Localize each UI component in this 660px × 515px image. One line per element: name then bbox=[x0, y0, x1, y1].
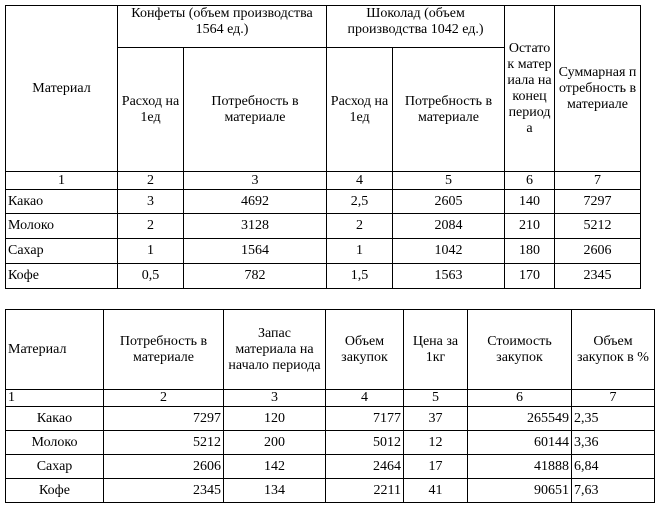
material-name: Молоко bbox=[6, 431, 104, 455]
header-chocolate-rate: Расход на 1ед bbox=[327, 48, 393, 172]
col-number: 1 bbox=[6, 172, 118, 190]
col-number: 1 bbox=[6, 390, 104, 407]
cell: 142 bbox=[224, 455, 326, 479]
header-chocolate-group: Шоколад (объем производства 1042 ед.) bbox=[327, 6, 505, 48]
material-name: Какао bbox=[6, 190, 118, 214]
header-purchase-volume: Объем закупок bbox=[326, 310, 404, 390]
material-need-table bbox=[5, 5, 641, 289]
col-number: 6 bbox=[505, 172, 555, 190]
header-price: Цена за 1кг bbox=[404, 310, 468, 390]
table-row bbox=[6, 214, 641, 239]
col-number: 3 bbox=[184, 172, 327, 190]
col-number: 5 bbox=[393, 172, 505, 190]
cell: 200 bbox=[224, 431, 326, 455]
cell: 3128 bbox=[184, 214, 327, 239]
cell: 2605 bbox=[393, 190, 505, 214]
cell: 5212 bbox=[555, 214, 641, 239]
col-number: 3 bbox=[224, 390, 326, 407]
header-need: Потребность в материале bbox=[104, 310, 224, 390]
cell: 7297 bbox=[555, 190, 641, 214]
cell: 2211 bbox=[326, 479, 404, 503]
header-total-need: Суммарная потребность в материале bbox=[555, 6, 641, 172]
cell: 1564 bbox=[184, 239, 327, 264]
material-name: Сахар bbox=[6, 239, 118, 264]
col-number: 5 bbox=[404, 390, 468, 407]
header-material: Материал bbox=[6, 310, 104, 390]
purchase-table bbox=[5, 309, 655, 503]
material-name: Какао bbox=[6, 407, 104, 431]
cell: 41888 bbox=[468, 455, 572, 479]
header-material: Материал bbox=[6, 6, 118, 172]
header-chocolate-need: Потребность в материале bbox=[393, 48, 505, 172]
cell: 1563 bbox=[393, 264, 505, 289]
cell: 180 bbox=[505, 239, 555, 264]
header-candy-rate: Расход на 1ед bbox=[118, 48, 184, 172]
cell: 5012 bbox=[326, 431, 404, 455]
cell: 41 bbox=[404, 479, 468, 503]
column-number-row bbox=[6, 390, 655, 407]
cell: 17 bbox=[404, 455, 468, 479]
cell: 2345 bbox=[555, 264, 641, 289]
cell: 2606 bbox=[104, 455, 224, 479]
cell: 12 bbox=[404, 431, 468, 455]
cell: 3 bbox=[118, 190, 184, 214]
cell: 140 bbox=[505, 190, 555, 214]
cell: 2606 bbox=[555, 239, 641, 264]
table-row bbox=[6, 264, 641, 289]
cell: 0,5 bbox=[118, 264, 184, 289]
col-number: 6 bbox=[468, 390, 572, 407]
cell: 265549 bbox=[468, 407, 572, 431]
material-name: Сахар bbox=[6, 455, 104, 479]
cell: 1042 bbox=[393, 239, 505, 264]
table-row bbox=[6, 479, 655, 503]
cell: 134 bbox=[224, 479, 326, 503]
col-number: 2 bbox=[104, 390, 224, 407]
cell: 5212 bbox=[104, 431, 224, 455]
table-row bbox=[6, 431, 655, 455]
table-row bbox=[6, 190, 641, 214]
header-candy-need: Потребность в материале bbox=[184, 48, 327, 172]
table-row bbox=[6, 407, 655, 431]
col-number: 7 bbox=[572, 390, 655, 407]
cell: 37 bbox=[404, 407, 468, 431]
cell: 7,63 bbox=[572, 479, 655, 503]
cell: 2345 bbox=[104, 479, 224, 503]
cell: 3,36 bbox=[572, 431, 655, 455]
cell: 210 bbox=[505, 214, 555, 239]
material-name: Кофе bbox=[6, 264, 118, 289]
header-purchase-cost: Стоимость закупок bbox=[468, 310, 572, 390]
cell: 170 bbox=[505, 264, 555, 289]
table-row bbox=[6, 455, 655, 479]
cell: 7297 bbox=[104, 407, 224, 431]
cell: 2,35 bbox=[572, 407, 655, 431]
material-name: Кофе bbox=[6, 479, 104, 503]
cell: 4692 bbox=[184, 190, 327, 214]
header-remainder: Остаток материала на конец периода bbox=[505, 6, 555, 172]
header-opening-stock: Запас материала на начало периода bbox=[224, 310, 326, 390]
table-row bbox=[6, 239, 641, 264]
cell: 1 bbox=[327, 239, 393, 264]
cell: 1 bbox=[118, 239, 184, 264]
col-number: 4 bbox=[327, 172, 393, 190]
cell: 2 bbox=[118, 214, 184, 239]
cell: 6,84 bbox=[572, 455, 655, 479]
cell: 120 bbox=[224, 407, 326, 431]
column-number-row bbox=[6, 172, 641, 190]
col-number: 4 bbox=[326, 390, 404, 407]
cell: 2084 bbox=[393, 214, 505, 239]
col-number: 2 bbox=[118, 172, 184, 190]
cell: 782 bbox=[184, 264, 327, 289]
col-number: 7 bbox=[555, 172, 641, 190]
cell: 2 bbox=[327, 214, 393, 239]
cell: 2,5 bbox=[327, 190, 393, 214]
cell: 60144 bbox=[468, 431, 572, 455]
cell: 2464 bbox=[326, 455, 404, 479]
header-candy-group: Конфеты (объем производства 1564 ед.) bbox=[118, 6, 327, 48]
header-purchase-percent: Объем закупок в % bbox=[572, 310, 655, 390]
cell: 90651 bbox=[468, 479, 572, 503]
cell: 7177 bbox=[326, 407, 404, 431]
cell: 1,5 bbox=[327, 264, 393, 289]
material-name: Молоко bbox=[6, 214, 118, 239]
